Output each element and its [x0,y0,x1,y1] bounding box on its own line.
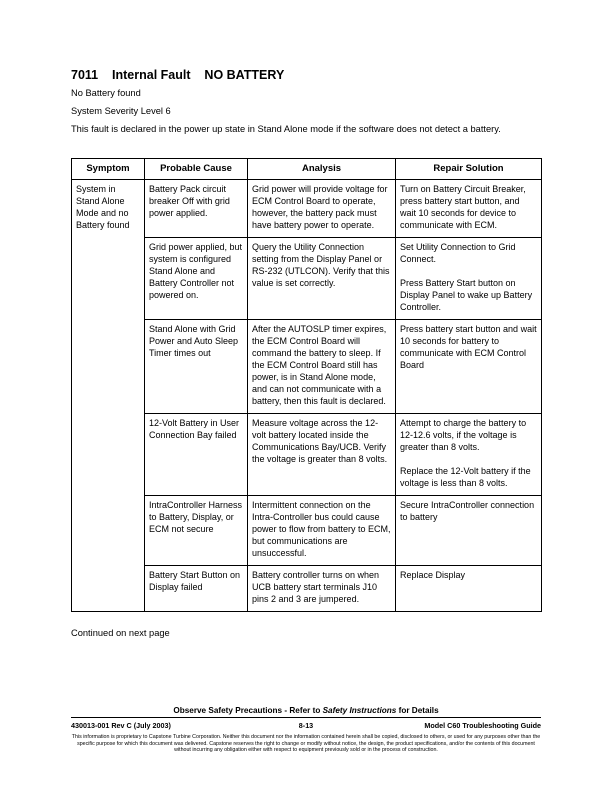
cause-cell: Stand Alone with Grid Power and Auto Sleep Timer times out [145,320,248,414]
cause-cell: Battery Start Button on Display failed [145,566,248,612]
page-title [71,68,284,82]
page-number: 8-13 [298,721,314,730]
intro-line-no-battery: No Battery found [71,88,141,98]
continued-note: Continued on next page [71,628,170,638]
solution-cell [396,566,542,612]
solution-cell [396,496,542,566]
fault-table [71,158,542,612]
solution-cell [396,180,542,238]
table-header-row [72,159,542,180]
safety-notice: Observe Safety Precautions - Refer to Safety Instructions for Details [173,706,439,715]
solution-cell [396,238,542,320]
solution-cell [396,320,542,414]
fault-subtitle: NO BATTERY [204,68,285,82]
proprietary-disclaimer: This information is proprietary to Capstone Turbine Corporation. Neither this document nor the information contained herein shall be copied, disclosed to others, or used for any purposes other than the specific purpose for which this document was delivered. Capstone reserves the right to change or modify without notice, the design, the product specifications, and/or the contents of this document without incurring any obligation either with respect to equipment previously sold or in the process of construction. [71,734,541,754]
footer-divider [71,717,541,718]
solution-text: Press battery start button and wait 10 seconds for battery to communicate with ECM Control Board [400,324,537,370]
symptom-cell: System in Stand Alone Mode and no Battery found [72,180,145,612]
solution-text: Turn on Battery Circuit Breaker, press battery start button, and wait 10 seconds for device to communicate with ECM. [400,184,526,230]
solution-text: Set Utility Connection to Grid Connect. [400,242,516,264]
analysis-cell: After the AUTOSLP timer expires, the ECM Control Board will command the battery to sleep. If the ECM Control Board still has power, is in Stand Alone mode, and can not communicate with a battery, then this fault is declared. [248,320,396,414]
solution-cell [396,414,542,496]
table-row [72,180,542,238]
analysis-cell: Measure voltage across the 12-volt battery located inside the Communications Bay/UCB. Verify the voltage is greater than 8 volts. [248,414,396,496]
analysis-cell: Battery controller turns on when UCB battery start terminals J10 pins 2 and 3 are jumpered. [248,566,396,612]
analysis-cell: Intermittent connection on the Intra-Controller bus could cause power to flow from battery to ECM, but communications are unsuccessful. [248,496,396,566]
solution-text: Press Battery Start button on Display Panel to wake up Battery Controller. [400,278,533,312]
safety-instructions-reference: Safety Instructions [322,706,397,715]
cause-cell: 12-Volt Battery in User Connection Bay failed [145,414,248,496]
analysis-cell: Query the Utility Connection setting from the Display Panel or RS-232 (UTLCON). Verify that this value is set correctly. [248,238,396,320]
solution-text: Attempt to charge the battery to 12-12.6 volts, if the voltage is greater than 8 volts. [400,418,527,452]
solution-text: Replace Display [400,570,466,580]
document-id: 430013-001 Rev C (July 2003) [71,721,171,730]
header-analysis: Analysis [248,159,396,180]
header-probable-cause: Probable Cause [145,159,248,180]
fault-title: Internal Fault [112,68,191,82]
solution-text: Replace the 12-Volt battery if the voltage is less than 8 volts. [400,466,531,488]
solution-text: Secure IntraController connection to battery [400,500,535,522]
analysis-cell: Grid power will provide voltage for ECM Control Board to operate, however, the battery pack must have battery power to operate. [248,180,396,238]
header-repair-solution: Repair Solution [396,159,542,180]
cause-cell: Grid power applied, but system is configured Stand Alone and Battery Controller not powered on. [145,238,248,320]
cause-cell: IntraController Harness to Battery, Display, or ECM not secure [145,496,248,566]
intro-line-severity: System Severity Level 6 [71,106,171,116]
header-symptom: Symptom [72,159,145,180]
cause-cell: Battery Pack circuit breaker Off with grid power applied. [145,180,248,238]
intro-line-description: This fault is declared in the power up state in Stand Alone mode if the software does not detect a battery. [71,124,501,134]
fault-code: 7011 [71,68,99,82]
guide-title: Model C60 Troubleshooting Guide [424,721,541,730]
